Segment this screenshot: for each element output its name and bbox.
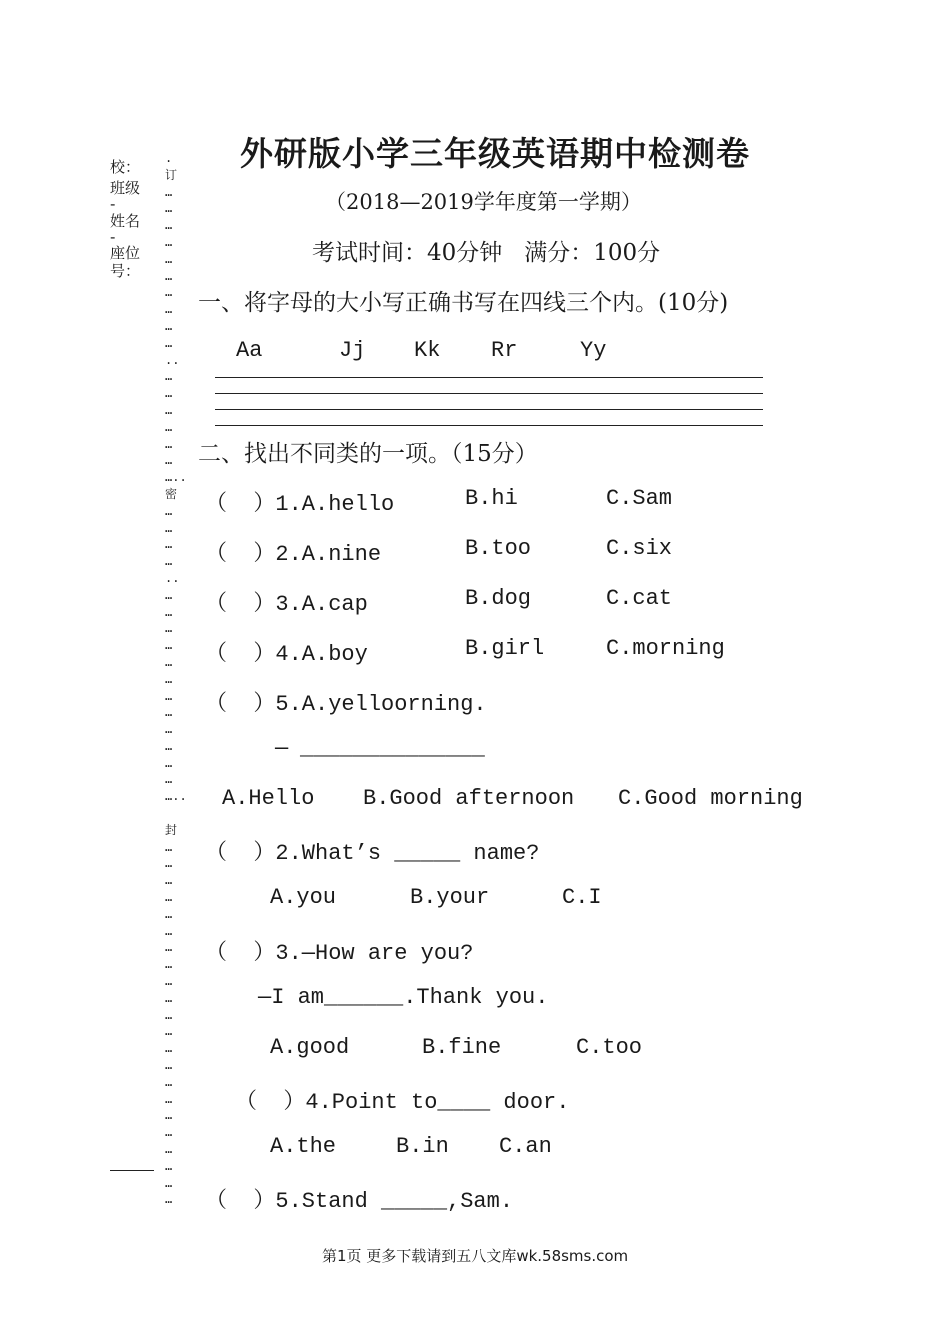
option-a: A.good <box>270 1035 350 1060</box>
margin-dash: - <box>110 195 116 213</box>
question-text: （ ）1.A.hello <box>205 492 395 517</box>
option-c: C.Good morning <box>618 786 803 811</box>
letter-pair: Yy <box>580 338 607 363</box>
name-label: 姓名 <box>110 212 141 230</box>
letter-pair: Kk <box>414 338 441 363</box>
class-label: 班级 <box>110 179 141 197</box>
question-text: （ ）3.—How are you? <box>205 941 474 966</box>
writing-line <box>215 409 763 410</box>
option-c: C.morning <box>606 636 725 661</box>
option-b: B.in <box>396 1134 449 1159</box>
option-b: B.dog <box>465 586 532 611</box>
option-c: C.Sam <box>606 486 673 511</box>
letter-pair: Rr <box>491 338 518 363</box>
question-text: （ ）3.A.cap <box>205 592 368 617</box>
option-b: B.too <box>465 536 532 561</box>
option-b: B.fine <box>422 1035 502 1060</box>
question-text: （ ）2.What’s _____ name? <box>205 841 540 866</box>
question-text: （ ）5.A.yelloorning. <box>205 692 487 717</box>
subtitle: （2018—2019学年度第一学期） <box>325 190 642 214</box>
binding-dotted-line: . 订 … … … … … … … … … … .. … … … … … … ….. 密 … … … … .. … … … … … … … … … … … … ….. 封 … … … … … … … … … … … … … … … … … … … … … … <box>165 151 187 1207</box>
option-b: B.girl <box>465 636 545 661</box>
margin-dash: - <box>110 228 116 246</box>
answer-dash: — <box>275 736 289 761</box>
school-label: 校： <box>110 158 141 176</box>
option-c: C.too <box>576 1035 643 1060</box>
page-footer: 第1页 更多下载请到五八文库wk.58sms.com <box>322 1247 629 1265</box>
seat-label: 座位号： <box>110 244 141 280</box>
writing-line <box>215 377 763 378</box>
margin-rule <box>110 1170 154 1171</box>
option-a: A.Hello <box>222 786 315 811</box>
question-text: （ ）4.A.boy <box>205 642 368 667</box>
letter-pair: Aa <box>236 338 263 363</box>
exam-info: 考试时间：40分钟 满分：100分 <box>312 240 661 266</box>
option-b: B.hi <box>465 486 518 511</box>
option-b: B.Good afternoon <box>363 786 575 811</box>
option-b: B.your <box>410 885 490 910</box>
writing-line <box>215 393 763 394</box>
letter-pair: Jj <box>339 338 366 363</box>
question-text: （ ）4.Point to____ door. <box>235 1090 570 1115</box>
answer-line: —I am______.Thank you. <box>258 985 549 1010</box>
option-c: C.cat <box>606 586 673 611</box>
option-c: C.I <box>562 885 602 910</box>
section1-heading: 一、将字母的大小写正确书写在四线三个内。(10分) <box>198 290 729 316</box>
question-text: （ ）5.Stand _____,Sam. <box>205 1189 514 1214</box>
section2-heading: 二、找出不同类的一项。（15分） <box>198 441 538 467</box>
option-c: C.six <box>606 536 673 561</box>
writing-line <box>215 425 763 426</box>
question-text: （ ）2.A.nine <box>205 542 382 567</box>
option-a: A.you <box>270 885 337 910</box>
answer-blank: ______________ <box>300 736 485 761</box>
option-a: A.the <box>270 1134 337 1159</box>
page-title: 外研版小学三年级英语期中检测卷 <box>240 134 750 173</box>
option-c: C.an <box>499 1134 552 1159</box>
